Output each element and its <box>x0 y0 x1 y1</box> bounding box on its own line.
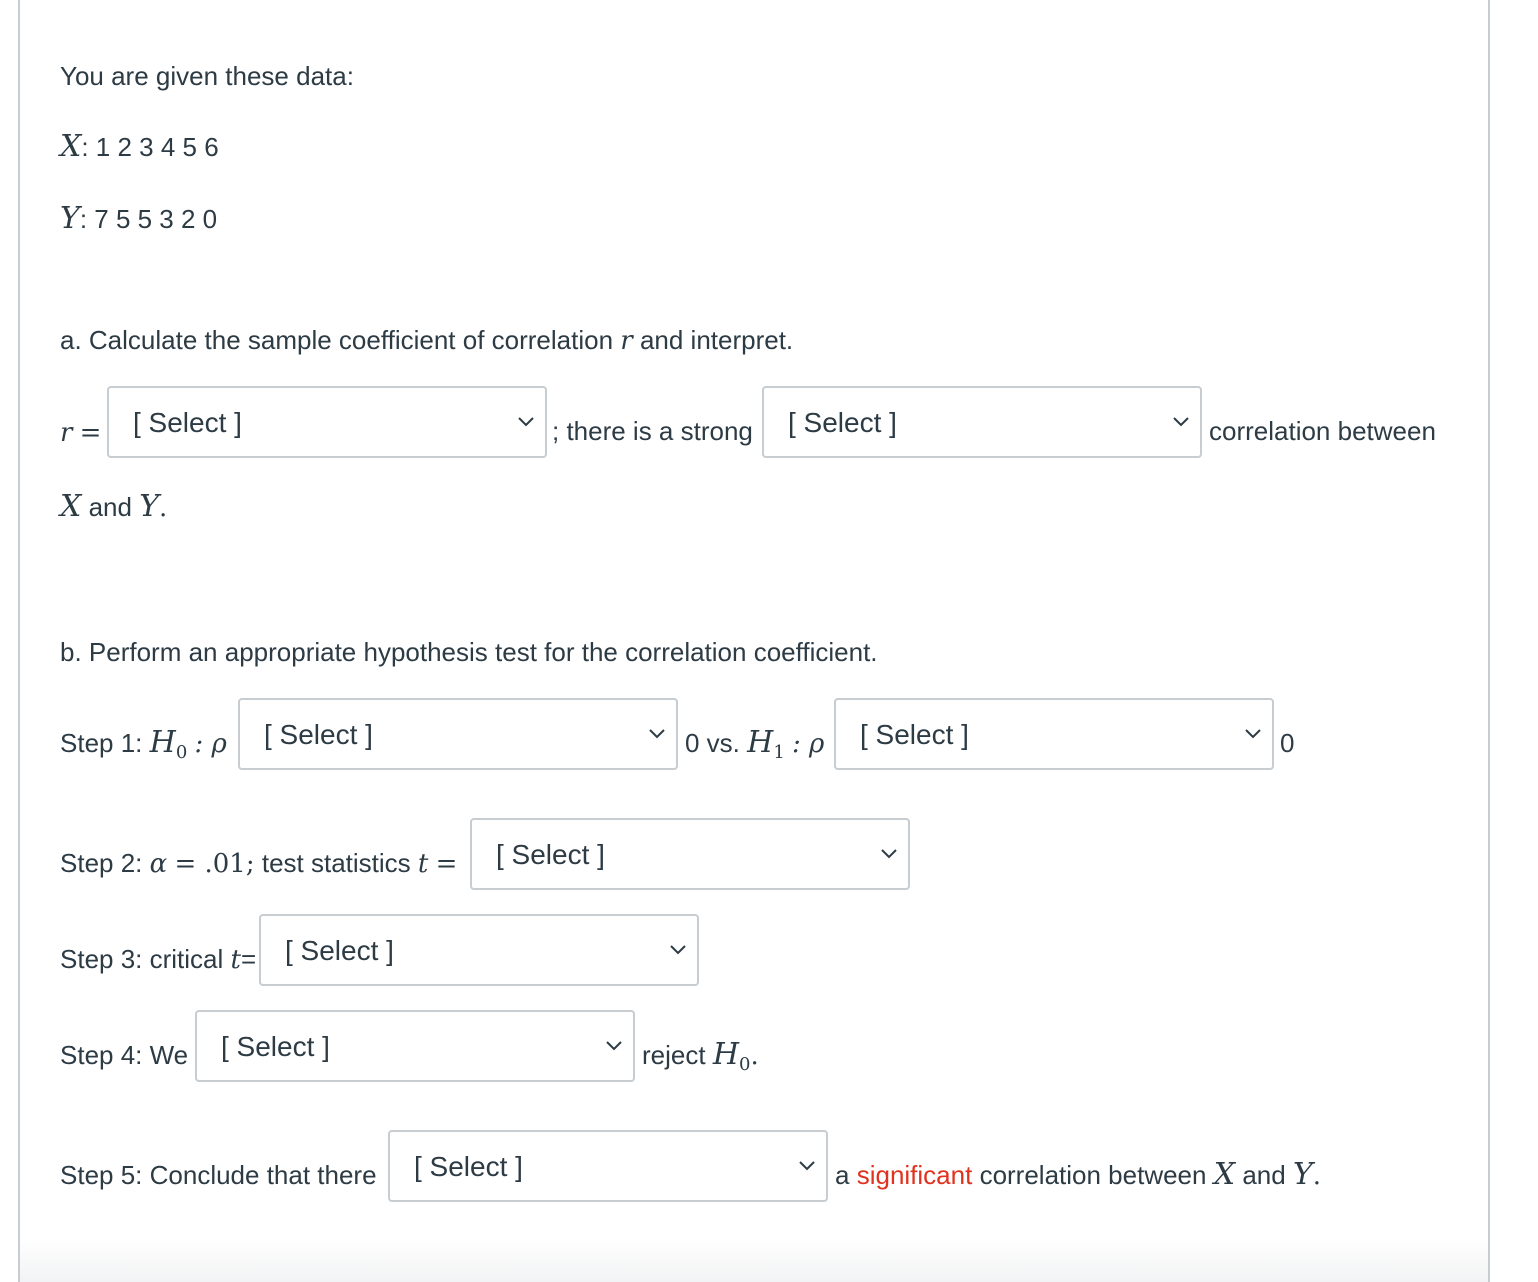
x-symbol: X <box>60 489 82 524</box>
part-a-r-symbol: r <box>620 326 633 356</box>
part-b-prompt: b. Perform an appropriate hypothesis test for the correlation coefficient. <box>60 637 878 667</box>
chevron-down-icon <box>880 848 898 860</box>
bottom-fade <box>20 1238 1488 1282</box>
rho-symbol: : ρ <box>194 729 227 759</box>
h1-symbol: H <box>747 725 774 760</box>
chevron-down-icon <box>517 416 535 428</box>
vs-h1-label <box>685 727 824 769</box>
h1-relation-select[interactable] <box>834 698 1274 770</box>
chevron-down-icon <box>669 944 687 956</box>
and-word-step5: and <box>1242 1160 1286 1190</box>
conclusion-select-label: [ Select ] <box>414 1151 523 1182</box>
critical-t-select-label: [ Select ] <box>285 935 394 966</box>
step5-label: Step 5: Conclude that there <box>60 1160 377 1190</box>
step4-label: Step 4: We <box>60 1040 189 1070</box>
test-statistic-select[interactable] <box>470 818 910 890</box>
correlation-between-text: correlation between <box>979 1160 1207 1190</box>
text-there-is-strong: ; there is a strong <box>552 416 753 446</box>
decision-select[interactable] <box>195 1010 635 1082</box>
chevron-down-icon <box>605 1040 623 1052</box>
period: . <box>159 493 168 523</box>
direction-select[interactable] <box>762 386 1202 458</box>
decision-select-label: [ Select ] <box>221 1031 330 1062</box>
part-a-prompt <box>60 324 793 357</box>
critical-t-symbol: t <box>230 945 241 975</box>
equals-sign: = <box>79 418 102 448</box>
text-correlation-between: correlation between <box>1209 416 1436 446</box>
page-frame-right-border <box>1488 0 1490 1282</box>
y-data-line <box>60 203 217 235</box>
step5-tail <box>835 1159 1321 1192</box>
intro-text: You are given these data: <box>60 61 354 91</box>
x-variable: X <box>60 129 82 164</box>
chevron-down-icon <box>798 1160 816 1172</box>
test-statistic-select-label: [ Select ] <box>496 839 605 870</box>
y-values: : 7 5 5 3 2 0 <box>79 204 218 234</box>
significant-word: significant <box>856 1160 973 1190</box>
direction-select-label: [ Select ] <box>788 407 897 438</box>
h0-relation-select[interactable] <box>238 698 678 770</box>
chevron-down-icon <box>1172 416 1190 428</box>
x-and-y-line <box>60 491 167 524</box>
alpha-symbol: α <box>149 849 168 879</box>
equals-sign-3: = <box>240 944 257 974</box>
x-values: : 1 2 3 4 5 6 <box>81 132 219 162</box>
chevron-down-icon <box>1244 728 1262 740</box>
rho-symbol-2: : ρ <box>792 729 825 759</box>
r-value-select-label: [ Select ] <box>133 407 242 438</box>
zero-vs-text: 0 vs. <box>685 728 740 758</box>
t-symbol: t <box>417 849 429 879</box>
h1-relation-select-label: [ Select ] <box>860 719 969 750</box>
test-statistics-text: test statistics <box>261 848 411 878</box>
y-symbol-step5: Y <box>1292 1157 1313 1192</box>
part-a-prompt-tail: and interpret. <box>639 325 794 355</box>
critical-t-select[interactable] <box>259 914 699 986</box>
r-value-select[interactable] <box>107 386 547 458</box>
equals-sign-2: = <box>435 849 458 879</box>
and-word: and <box>88 492 132 522</box>
period-step4: . <box>750 1041 759 1071</box>
h1-subscript: 1 <box>773 742 785 764</box>
x-symbol-step5: X <box>1213 1157 1236 1192</box>
alpha-value: = .01; <box>174 849 255 879</box>
h0-subscript: 0 <box>175 742 188 764</box>
part-a-prompt-text: a. Calculate the sample coefficient of correlation <box>60 325 614 355</box>
reject-h0-text <box>642 1039 759 1081</box>
y-symbol: Y <box>139 489 160 524</box>
x-data-line <box>60 131 219 163</box>
step1-text: Step 1: <box>60 728 143 758</box>
article-a: a <box>835 1160 850 1190</box>
r-symbol: r <box>60 418 73 448</box>
h0-subscript-step4: 0 <box>738 1054 751 1076</box>
chevron-down-icon <box>648 728 666 740</box>
page-frame-left-border <box>18 0 20 1282</box>
reject-word: reject <box>642 1040 706 1070</box>
h0-symbol-step4: H <box>712 1037 739 1072</box>
step2-label <box>60 847 457 880</box>
step1-label <box>60 727 227 769</box>
h0-symbol: H <box>149 725 176 760</box>
r-equals-label <box>60 416 101 449</box>
h1-zero: 0 <box>1280 728 1295 758</box>
h0-relation-select-label: [ Select ] <box>264 719 373 750</box>
step3-label <box>60 943 256 976</box>
step2-text: Step 2: <box>60 848 143 878</box>
y-variable: Y <box>60 201 80 236</box>
step3-text: Step 3: critical <box>60 944 224 974</box>
conclusion-select[interactable] <box>388 1130 828 1202</box>
period-step5: . <box>1312 1161 1322 1191</box>
